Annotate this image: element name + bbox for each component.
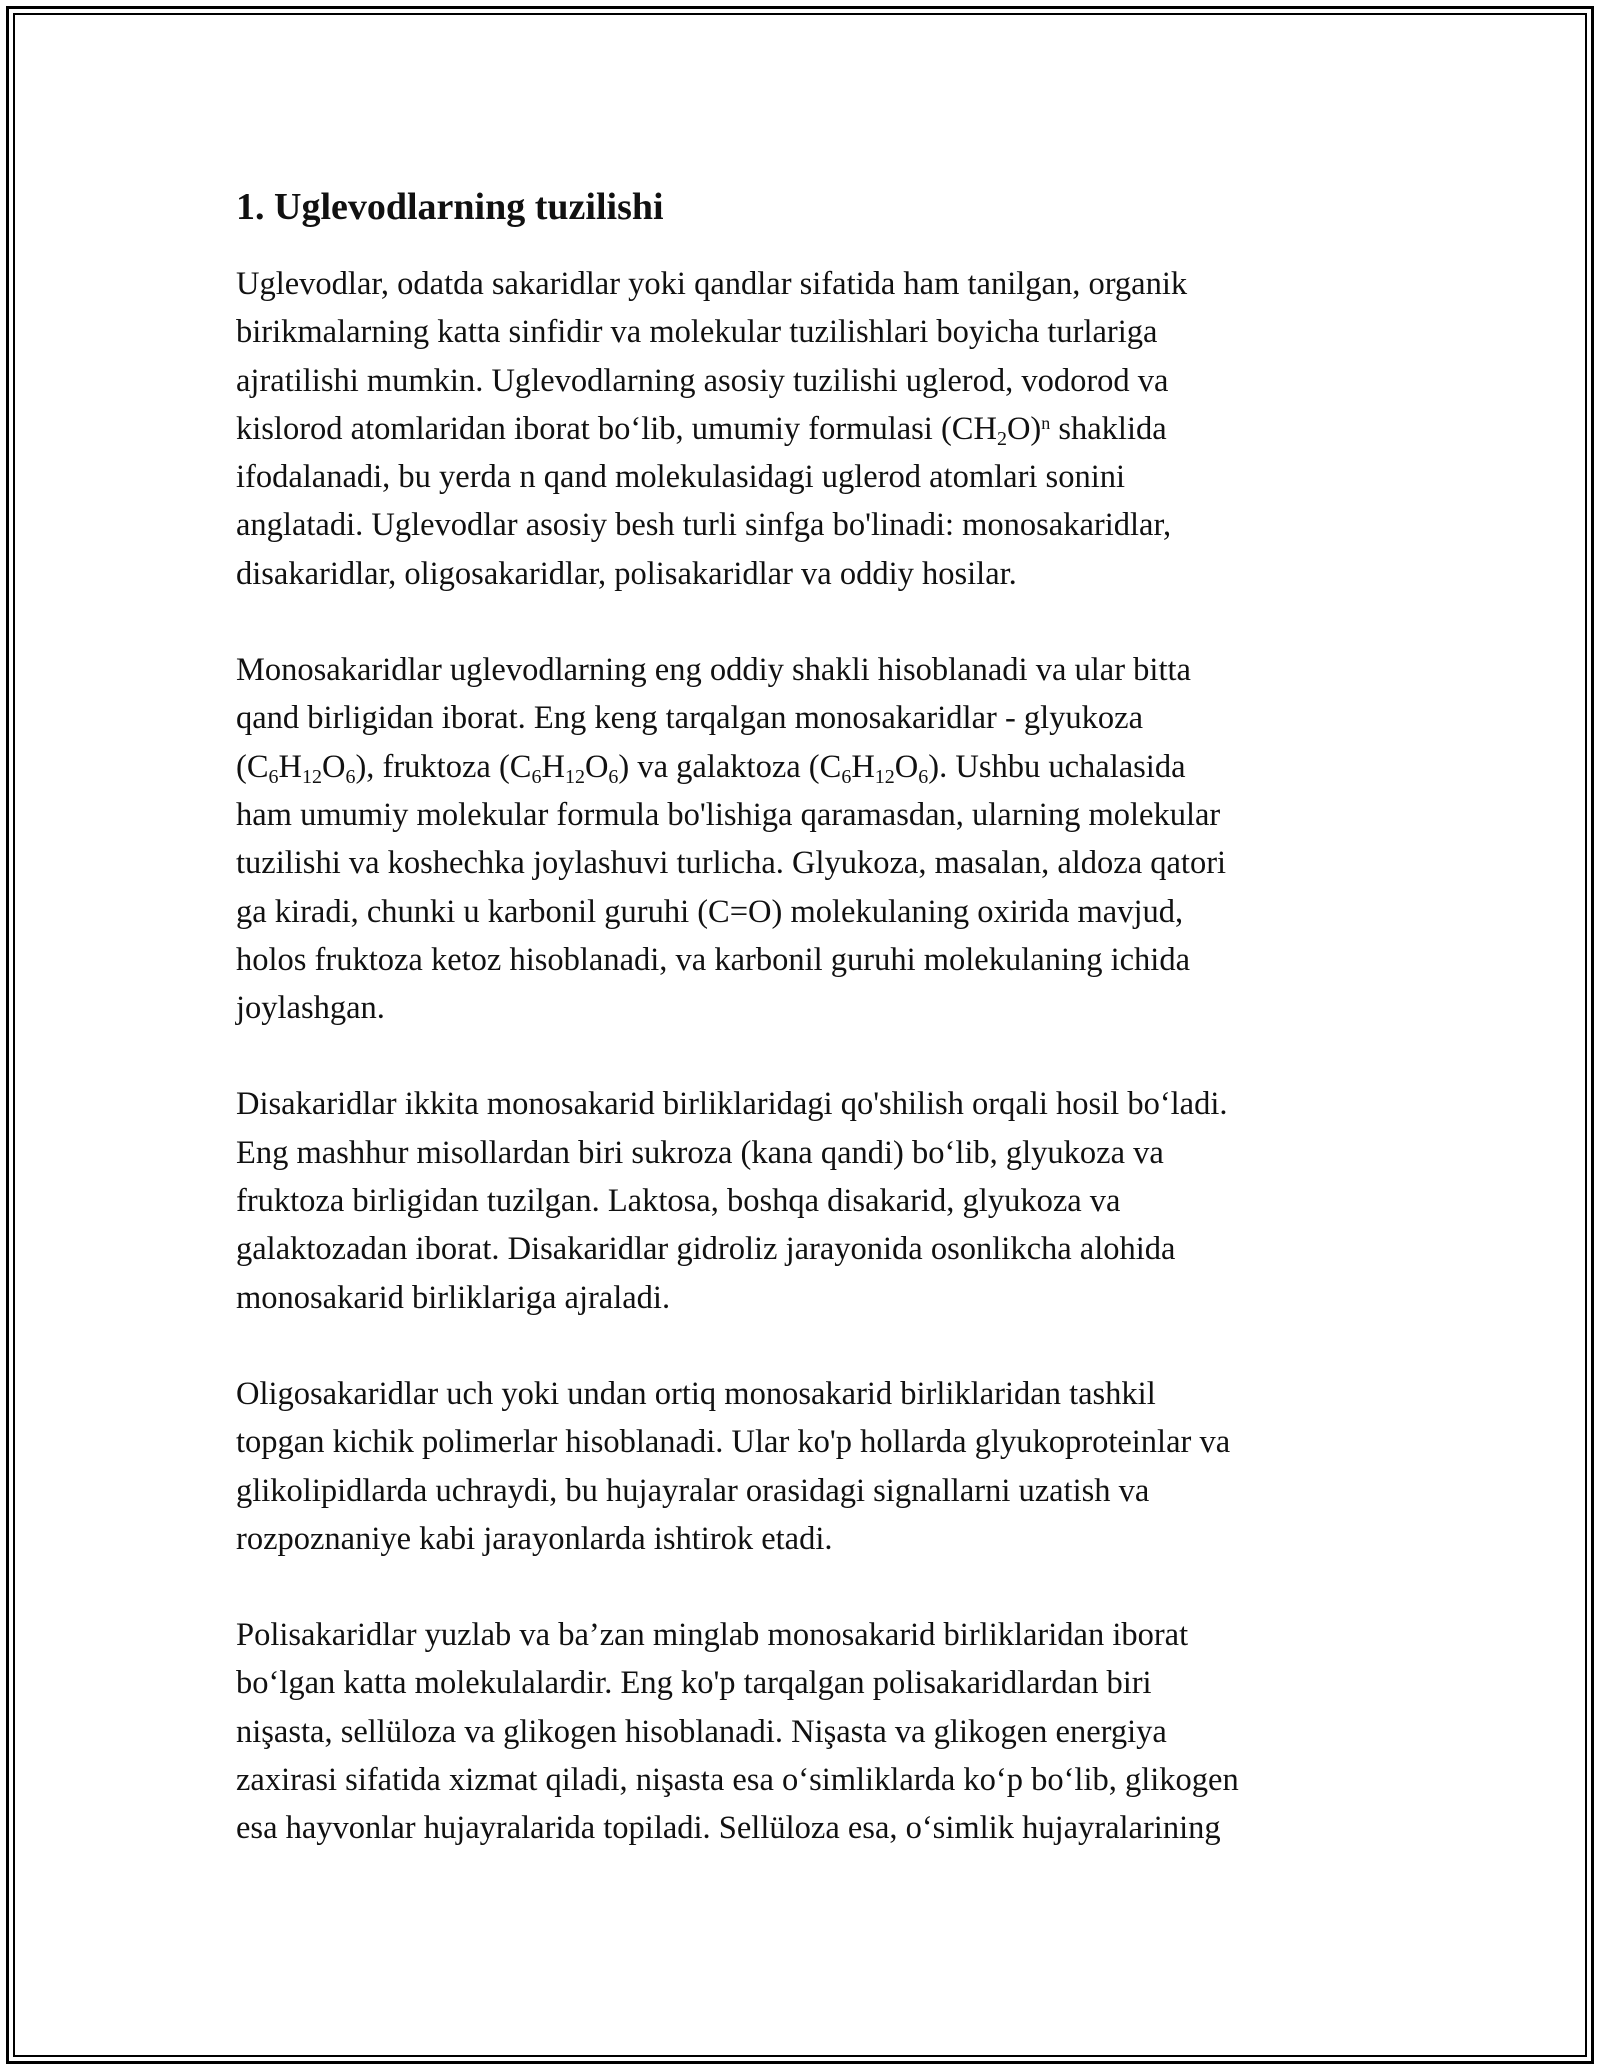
text-line: joylashgan. <box>236 990 385 1027</box>
text-line: topgan kichik polimerlar hisoblanadi. Ular ko'p hollarda glyukoproteinlar va <box>236 1424 1231 1461</box>
text-line: Disakaridlar ikkita monosakarid birliklaridagi qo'shilish orqali hosil bo‘ladi. <box>236 1086 1228 1123</box>
text-line: Eng mashhur misollardan biri sukroza (kana qandi) bo‘lib, glyukoza va <box>236 1134 1164 1171</box>
text-run: shaklida <box>1050 410 1167 447</box>
text-line: qand birligidan iborat. Eng keng tarqalgan monosakaridlar - glyukoza <box>236 700 1144 737</box>
text-line: tuzilishi va koshechka joylashuvi turlicha. Glyukoza, masalan, aldoza qatori <box>236 845 1227 882</box>
subscript: 6 <box>608 765 619 788</box>
text-line: ajratilishi mumkin. Uglevodlarning asosiy tuzilishi uglerod, vodorod va <box>236 362 1169 399</box>
subscript: 12 <box>564 765 585 788</box>
text-line: zaxirasi sifatida xizmat qiladi, nişasta esa o‘simliklarda ko‘p bo‘lib, glikogen <box>236 1762 1239 1799</box>
text-run: (C <box>236 748 269 785</box>
text-line-formulas <box>236 743 1386 791</box>
paragraph-oligosaccharides <box>236 1370 1386 1563</box>
paragraph-polysaccharides <box>236 1611 1386 1852</box>
text-line: esa hayvonlar hujayralarida topiladi. Sellüloza esa, o‘simlik hujayralarining <box>236 1810 1221 1847</box>
text-line: monosakarid birliklariga ajraladi. <box>236 1279 671 1316</box>
text-line: ham umumiy molekular formula bo'lishiga qaramasdan, ularning molekular <box>236 796 1221 833</box>
subscript: 12 <box>301 765 322 788</box>
paragraph-disaccharides <box>236 1080 1386 1321</box>
text-line: anglatadi. Uglevodlar asosiy besh turli sinfga bo'linadi: monosakaridlar, <box>236 507 1172 544</box>
text-line: Polisakaridlar yuzlab va ba’zan minglab monosakarid birliklaridan iborat <box>236 1617 1189 1654</box>
text-run: ). Ushbu uchalasida <box>928 748 1186 785</box>
superscript: n <box>1041 412 1051 433</box>
text-line: birikmalarning katta sinfidir va molekular tuzilishlari boyicha turlariga <box>236 314 1158 351</box>
text-line: disakaridlar, oligosakaridlar, polisakaridlar va oddiy hosilar. <box>236 555 1017 592</box>
text-line: ifodalanadi, bu yerda n qand molekulasidagi uglerod atomlari sonini <box>236 459 1126 496</box>
text-line: galaktozadan iborat. Disakaridlar gidroliz jarayonida osonlikcha alohida <box>236 1231 1176 1268</box>
paragraph-monosaccharides <box>236 646 1386 1032</box>
text-line-formula <box>236 405 1386 453</box>
text-line: Uglevodlar, odatda sakaridlar yoki qandlar sifatida ham tanilgan, organik <box>236 266 1188 302</box>
text-run: O <box>894 748 919 785</box>
text-line: Monosakaridlar uglevodlarning eng oddiy shakli hisoblanadi va ular bitta <box>236 652 1191 689</box>
text-run: O) <box>1006 410 1042 447</box>
text-line: fruktoza birligidan tuzilgan. Laktosa, boshqa disakarid, glyukoza va <box>236 1183 1121 1220</box>
subscript: 6 <box>268 765 279 788</box>
text-run: kislorod atomlaridan iborat bo‘lib, umumiy formulasi (CH <box>236 410 997 447</box>
text-run: H <box>541 748 565 785</box>
subscript: 2 <box>996 427 1007 450</box>
subscript: 6 <box>531 765 542 788</box>
text-line: Oligosakaridlar uch yoki undan ortiq monosakarid birliklaridan tashkil <box>236 1375 1156 1412</box>
text-run: ), fruktoza (C <box>355 748 532 785</box>
text-line: glikolipidlarda uchraydi, bu hujayralar orasidagi signallarni uzatish va <box>236 1472 1150 1509</box>
document-content <box>236 180 1386 1901</box>
subscript: 6 <box>841 765 852 788</box>
text-run: H <box>851 748 875 785</box>
subscript: 6 <box>345 765 356 788</box>
text-line: rozpoznaniye kabi jarayonlarda ishtirok etadi. <box>236 1520 833 1557</box>
subscript: 6 <box>918 765 929 788</box>
text-run: O <box>321 748 346 785</box>
subscript: 12 <box>874 765 895 788</box>
paragraph-intro <box>236 260 1386 598</box>
text-line: holos fruktoza ketoz hisoblanadi, va karbonil guruhi molekulaning ichida <box>236 941 1191 978</box>
section-title: 1. Uglevodlarning tuzilishi <box>236 186 664 228</box>
text-line: nişasta, sellüloza va glikogen hisoblanadi. Nişasta va glikogen energiya <box>236 1713 1167 1750</box>
text-line: bo‘lgan katta molekulalardir. Eng ko'p tarqalgan polisakaridlardan biri <box>236 1665 1152 1702</box>
text-run: ) va galaktoza (C <box>618 748 842 785</box>
text-run: O <box>584 748 609 785</box>
text-run: H <box>278 748 302 785</box>
text-line: ga kiradi, chunki u karbonil guruhi (C=O) molekulaning oxirida mavjud, <box>236 893 1184 930</box>
